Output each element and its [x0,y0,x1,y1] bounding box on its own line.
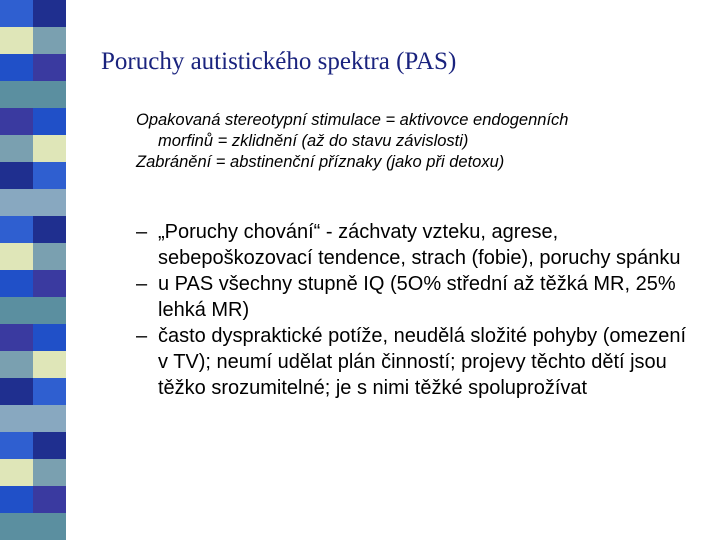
intro-line-2 [136,152,696,173]
strip-cell [33,324,66,351]
bullet-dash: – [136,325,148,347]
bullet-text: u PAS všechny stupně IQ (5O% střední až těžká MR, 25% lehká MR) [158,273,676,321]
strip-cell [33,54,66,81]
strip-cell [0,243,33,270]
strip-cell [33,378,66,405]
strip-cell [0,297,33,324]
strip-cell [0,189,33,216]
list-item [136,271,696,323]
strip-cell [33,243,66,270]
strip-cell [0,270,33,297]
intro-block [136,110,696,173]
strip-cell [33,162,66,189]
list-item [136,323,696,401]
intro-line-1-first: Opakovaná stereotypní stimulace = aktivovce endogenních [136,111,569,129]
strip-cell [33,486,66,513]
strip-cell [33,27,66,54]
strip-cell [0,486,33,513]
strip-cell [0,81,33,108]
strip-cell [33,459,66,486]
bullet-text: „Poruchy chování“ - záchvaty vzteku, agrese, sebepoškozovací tendence, strach (fobie), poruchy spánku [158,221,681,269]
strip-cell [0,27,33,54]
strip-cell [33,513,66,540]
intro-line-1 [136,110,696,152]
strip-cell [0,351,33,378]
strip-cell [33,351,66,378]
strip-cell [0,0,33,27]
bullet-dash: – [136,273,148,295]
strip-cell [33,189,66,216]
strip-cell [0,216,33,243]
strip-cell [33,432,66,459]
strip-cell [0,405,33,432]
slide-title: Poruchy autistického spektra (PAS) [101,48,457,75]
list-item [136,219,696,271]
strip-cell [0,378,33,405]
strip-cell [0,324,33,351]
bullet-list [136,219,696,401]
strip-cell [33,108,66,135]
intro-line-2-first: Zabránění = abstinenční příznaky (jako při detoxu) [136,153,505,171]
strip-cell [0,432,33,459]
strip-cell [33,297,66,324]
strip-cell [0,54,33,81]
bullet-dash: – [136,221,148,243]
bullet-text: často dyspraktické potíže, neudělá složité pohyby (omezení v TV); neumí udělat plán činností; projevy těchto dětí jsou těžko srozumitelné; je s nimi těžké spoluprožívat [158,325,687,399]
strip-cell [0,513,33,540]
strip-column-left [0,0,33,540]
strip-cell [33,216,66,243]
strip-cell [33,135,66,162]
strip-cell [33,0,66,27]
strip-column-right [33,0,66,540]
intro-line-1-cont: morfinů = zklidnění (až do stavu závislosti) [158,132,469,150]
strip-cell [0,135,33,162]
strip-cell [33,81,66,108]
strip-cell [0,459,33,486]
decorative-side-strip [0,0,66,540]
strip-cell [0,162,33,189]
strip-cell [0,108,33,135]
strip-cell [33,405,66,432]
strip-cell [33,270,66,297]
